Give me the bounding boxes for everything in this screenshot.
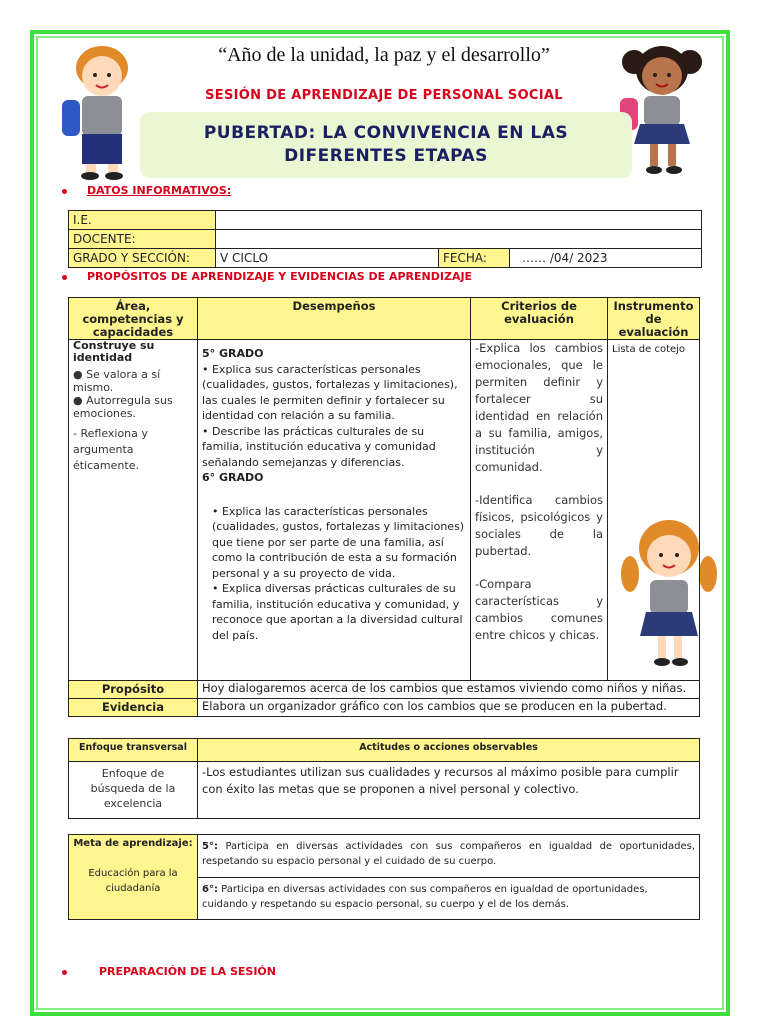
- criterio-3: -Compara características y cambios comunes entre chicos y chicas.: [475, 577, 603, 642]
- grado-label: GRADO Y SECCIÓN:: [69, 249, 216, 268]
- enfoque-name: Enfoque de búsqueda de la excelencia: [69, 762, 198, 819]
- bullet-icon: [62, 189, 67, 194]
- meta-label: Meta de aprendizaje:: [73, 838, 193, 849]
- evidencia-label: Evidencia: [69, 699, 198, 717]
- ie-label: I.E.: [69, 211, 216, 230]
- grado5-label: 5° GRADO: [202, 347, 264, 360]
- session-type: SESIÓN DE APRENDIZAJE DE PERSONAL SOCIAL: [205, 88, 563, 103]
- criterio-1: -Explica los cambios emocionales, que le permiten definir y fortalecer su identidad en relación a su familia, amigos, institución y comunidad.: [475, 341, 603, 474]
- section-datos: DATOS INFORMATIVOS:: [62, 184, 231, 197]
- fecha-label: FECHA:: [439, 249, 510, 268]
- info-table: [68, 210, 702, 268]
- title-line-2: DIFERENTES ETAPAS: [284, 146, 488, 166]
- competencia: Construye su identidad: [73, 339, 155, 364]
- enfoque-header-right: Actitudes o acciones observables: [198, 739, 700, 762]
- header-instrumento: Instrumento de evaluación: [608, 298, 700, 340]
- area-cell: [69, 340, 198, 681]
- header-desempenos: Desempeños: [198, 298, 471, 340]
- meta-g5: 5°: Participa en diversas actividades con sus compañeros en igualdad de oportunidades, respetando su espacio personal y el cuidado de su cuerpo.: [202, 841, 695, 867]
- evidencia-value: Elabora un organizador gráfico con los cambios que se producen en la pubertad.: [198, 699, 700, 717]
- meta-left-cell: [69, 835, 198, 920]
- grado5-item-2: • Describe las prácticas culturales de su familia, institución educativa y comunidad señalando semejanzas y diferencias.: [202, 424, 436, 469]
- proposito-label: Propósito: [69, 681, 198, 699]
- learning-table: [68, 297, 700, 717]
- ie-value: [216, 211, 702, 230]
- bullet-icon: [62, 970, 67, 975]
- meta-g6: 6°: Participa en diversas actividades con sus compañeros en igualdad de oportunidades, cuidando y respetando su espacio personal, su cuerpo y el de los demás.: [198, 877, 699, 912]
- enfoque-header-left: Enfoque transversal: [69, 739, 198, 762]
- enfoque-table: [68, 738, 700, 819]
- header-criterios: Criterios de evaluación: [471, 298, 608, 340]
- capacidad-3: - Reflexiona y argumenta éticamente.: [73, 427, 148, 472]
- capacidad-2: ● Autorregula sus emociones.: [73, 394, 173, 420]
- capacidad-1: ● Se valora a sí mismo.: [73, 368, 161, 394]
- grado6-item-2: • Explica diversas prácticas culturales de su familia, institución educativa y comunidad, y reconoce que aportan a la diversidad cultural del país.: [212, 582, 463, 642]
- bullet-icon: [62, 275, 67, 280]
- meta-table: [68, 834, 700, 920]
- docente-value: [216, 230, 702, 249]
- header-area: Área, competencias y capacidades: [69, 298, 198, 340]
- title-line-1: PUBERTAD: LA CONVIVENCIA EN LAS: [203, 123, 569, 143]
- criterios-cell: [471, 340, 608, 681]
- criterio-2: -Identifica cambios físicos, psicológicos y sociales de la pubertad.: [475, 493, 603, 558]
- grado6-label: 6° GRADO: [202, 471, 264, 484]
- desempenos-cell: [198, 340, 471, 681]
- grado6-item-1: • Explica las características personales (cualidades, gustos, fortalezas y limitaciones) que tiene por ser parte de una familia, así como la contribución de esta a su formación personal y a su proyecto de vida.: [212, 504, 465, 580]
- grado5-item-1: • Explica sus características personales (cualidades, gustos, fortalezas y limitaciones), las cuales le permiten definir y fortalecer su identidad con relación a su familia.: [202, 362, 458, 422]
- section-propositos: PROPÓSITOS DE APRENDIZAJE Y EVIDENCIAS DE APRENDIZAJE: [62, 270, 472, 283]
- meta-right-cell: [198, 835, 700, 920]
- section-preparacion: PREPARACIÓN DE LA SESIÓN: [62, 965, 276, 978]
- proposito-value: Hoy dialogaremos acerca de los cambios que estamos viviendo como niños y niñas.: [198, 681, 700, 699]
- grado-value: V CICLO: [216, 249, 439, 268]
- fecha-value: …… /04/ 2023: [510, 249, 702, 268]
- docente-label: DOCENTE:: [69, 230, 216, 249]
- meta-area: Educación para la ciudadanía: [88, 868, 178, 894]
- year-motto: “Año de la unidad, la paz y el desarrollo”: [218, 44, 550, 66]
- page-title: [140, 122, 632, 168]
- enfoque-text: -Los estudiantes utilizan sus cualidades y recursos al máximo posible para cumplir con éxito las metas que se proponen a nivel personal y colectivo.: [198, 762, 700, 819]
- instrumento-cell: Lista de cotejo: [608, 340, 700, 681]
